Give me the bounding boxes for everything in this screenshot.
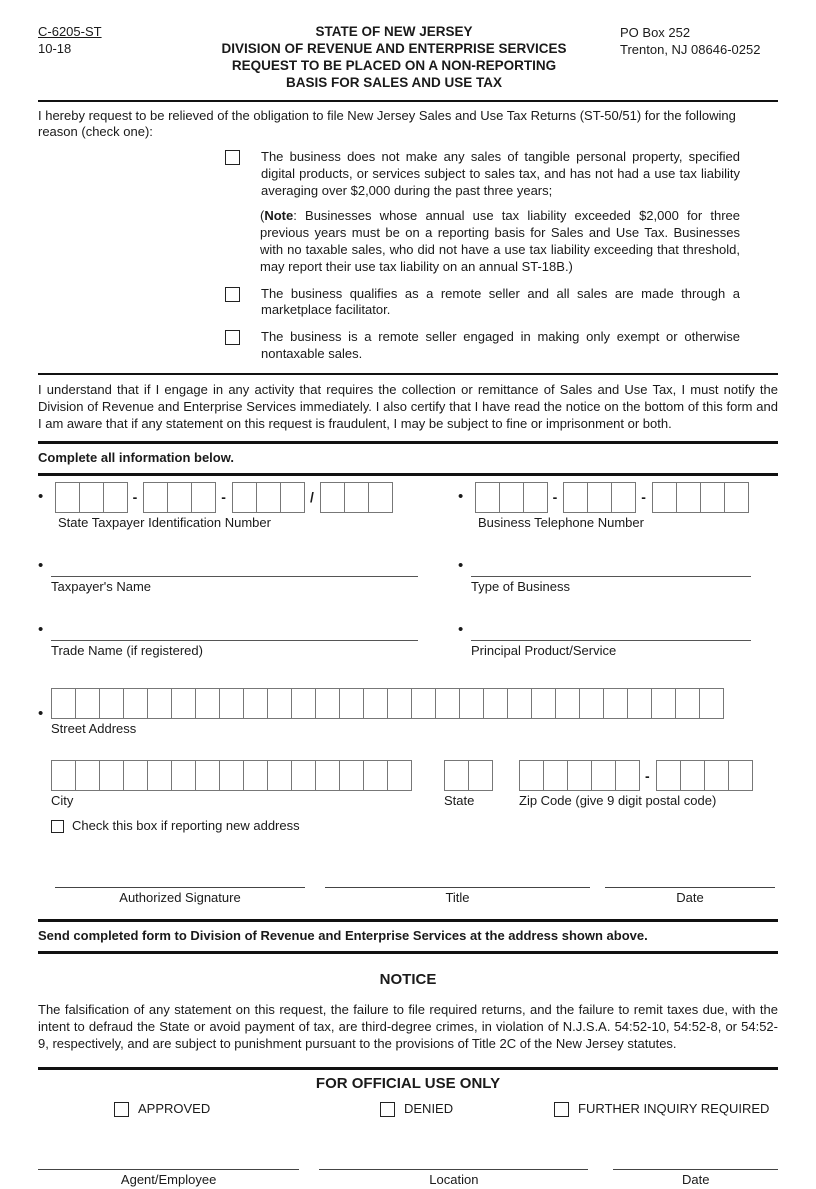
title-line-1: STATE OF NEW JERSEY: [315, 24, 473, 39]
char-box[interactable]: [675, 688, 700, 719]
char-box[interactable]: [587, 482, 612, 513]
char-box[interactable]: [280, 482, 305, 513]
state-field: [444, 760, 492, 810]
further-inquiry-checkbox[interactable]: [554, 1102, 569, 1117]
address-line-1: PO Box 252: [620, 25, 691, 40]
bullet-icon: •: [458, 556, 464, 574]
char-box[interactable]: [499, 482, 524, 513]
signature-row: [38, 887, 778, 907]
id-phone-row: [38, 482, 778, 532]
dash-separator: -: [221, 489, 226, 506]
form-number: C-6205-ST: [38, 24, 102, 39]
char-box[interactable]: [315, 688, 340, 719]
new-address-checkbox[interactable]: [51, 820, 64, 833]
approved-checkbox[interactable]: [114, 1102, 129, 1117]
dash-separator: -: [132, 489, 138, 506]
complete-heading: Complete all information below.: [38, 449, 234, 465]
char-box[interactable]: [363, 760, 388, 791]
slash-separator: /: [309, 489, 314, 506]
char-box[interactable]: [531, 688, 556, 719]
char-box[interactable]: [79, 482, 104, 513]
char-box[interactable]: [123, 760, 148, 791]
date-label: Date: [676, 889, 704, 905]
reason-1-note: [260, 208, 740, 276]
intro-text: I hereby request to be relieved of the obligation to file New Jersey Sales and Use Tax Returns (ST-50/51) for the following reason (check one):: [38, 107, 736, 140]
authorized-signature-input[interactable]: [55, 887, 305, 888]
title-line-2: DIVISION OF REVENUE AND ENTERPRISE SERVICES: [221, 40, 567, 56]
char-box[interactable]: [344, 482, 369, 513]
char-box[interactable]: [523, 482, 548, 513]
trade-name-label: Trade Name (if registered): [51, 643, 203, 659]
reason-3-checkbox[interactable]: [225, 330, 240, 345]
bullet-icon: •: [38, 620, 44, 638]
type-of-business-input[interactable]: [471, 558, 751, 577]
date-field: [605, 887, 775, 907]
char-box[interactable]: [728, 760, 753, 791]
divider: [38, 100, 778, 102]
agent-employee-input[interactable]: [38, 1169, 299, 1170]
id-boxes-2: [143, 482, 215, 513]
id-boxes-1: [55, 482, 127, 513]
taxpayer-id-label: State Taxpayer Identification Number: [58, 514, 271, 530]
taxpayer-name-field: [38, 556, 458, 596]
type-of-business-label: Type of Business: [471, 579, 570, 595]
char-box[interactable]: [339, 688, 364, 719]
location-field: [319, 1169, 588, 1189]
official-use-heading: FOR OFFICIAL USE ONLY: [315, 1074, 501, 1092]
official-options-row: [38, 1101, 778, 1123]
char-box[interactable]: [475, 482, 500, 513]
char-box[interactable]: [483, 688, 508, 719]
char-box[interactable]: [195, 760, 220, 791]
char-box[interactable]: [676, 482, 701, 513]
name-type-row: [38, 556, 778, 596]
dash-separator: -: [552, 489, 558, 506]
city-boxes: [51, 760, 411, 791]
char-box[interactable]: [444, 760, 469, 791]
char-box[interactable]: [567, 760, 592, 791]
char-box[interactable]: [219, 760, 244, 791]
char-box[interactable]: [519, 760, 544, 791]
zip-field: [519, 760, 752, 810]
agency-address: [620, 24, 778, 59]
char-box[interactable]: [232, 482, 257, 513]
char-box[interactable]: [555, 688, 580, 719]
char-box[interactable]: [563, 482, 588, 513]
char-box[interactable]: [191, 482, 216, 513]
title-label: Title: [445, 889, 470, 905]
id-boxes-3: [232, 482, 304, 513]
char-box[interactable]: [591, 760, 616, 791]
form-id-block: [38, 24, 168, 58]
official-date-field: [613, 1169, 778, 1189]
char-box[interactable]: [243, 760, 268, 791]
new-address-label: Check this box if reporting new address: [72, 818, 300, 834]
char-box[interactable]: [603, 688, 628, 719]
char-box[interactable]: [147, 688, 172, 719]
phone-field: [458, 482, 748, 532]
type-of-business-field: [458, 556, 778, 596]
char-box[interactable]: [387, 688, 412, 719]
location-input[interactable]: [319, 1169, 588, 1170]
dash-separator: -: [641, 489, 646, 506]
street-label: Street Address: [51, 721, 137, 737]
char-box[interactable]: [143, 482, 168, 513]
form-header: [38, 24, 778, 92]
phone-boxes-1: [475, 482, 547, 513]
state-boxes: [444, 760, 492, 791]
reason-option-3: [225, 329, 740, 363]
zip-boxes-1: [519, 760, 639, 791]
char-box[interactable]: [315, 760, 340, 791]
char-box[interactable]: [368, 482, 393, 513]
char-box[interactable]: [543, 760, 568, 791]
char-box[interactable]: [704, 760, 729, 791]
approved-label: APPROVED: [138, 1101, 211, 1117]
send-instruction: Send completed form to Division of Revenue and Enterprise Services at the address shown above.: [38, 927, 648, 943]
char-box[interactable]: [291, 688, 316, 719]
phone-label: Business Telephone Number: [478, 514, 644, 530]
char-box[interactable]: [363, 688, 388, 719]
official-signature-row: [38, 1169, 778, 1189]
divider: [38, 373, 778, 375]
char-box[interactable]: [411, 688, 436, 719]
street-boxes: [51, 688, 723, 719]
title-line-4: BASIS FOR SALES AND USE TAX: [285, 74, 503, 90]
phone-boxes-2: [563, 482, 635, 513]
bullet-icon: •: [38, 556, 44, 574]
dash-separator: -: [645, 767, 650, 784]
principal-product-label: Principal Product/Service: [471, 643, 617, 659]
char-box[interactable]: [256, 482, 281, 513]
form-title: [168, 24, 620, 92]
reason-1-label: The business does not make any sales of tangible personal property, specified digital products, or services subject to sales tax, and has not had a use tax liability averaging over $2,000 during the past three years;: [261, 149, 740, 199]
notice-heading: NOTICE: [379, 970, 437, 988]
reason-2-label: The business qualifies as a remote seller and all sales are made through a marketplace facilitator.: [261, 285, 740, 318]
denied-option: [380, 1101, 453, 1118]
city-label: City: [51, 793, 74, 809]
divider: [38, 1067, 778, 1070]
divider: [38, 441, 778, 444]
agent-employee-label: Agent/Employee: [120, 1172, 217, 1188]
official-date-label: Date: [682, 1172, 710, 1188]
char-box[interactable]: [320, 482, 345, 513]
char-box[interactable]: [51, 760, 76, 791]
char-box[interactable]: [171, 688, 196, 719]
char-box[interactable]: [435, 688, 460, 719]
address-line-2: Trenton, NJ 08646-0252: [620, 41, 761, 57]
taxpayer-id-field: [38, 482, 458, 532]
divider: [38, 919, 778, 922]
taxpayer-name-label: Taxpayer's Name: [51, 579, 152, 595]
principal-product-field: [458, 620, 778, 660]
trade-principal-row: [38, 620, 778, 660]
bullet-icon: •: [458, 488, 464, 506]
taxpayer-name-input[interactable]: [51, 558, 418, 577]
form-revision: 10-18: [38, 40, 72, 56]
char-box[interactable]: [724, 482, 749, 513]
char-box[interactable]: [699, 688, 724, 719]
reason-2-checkbox[interactable]: [225, 287, 240, 302]
char-box[interactable]: [243, 688, 268, 719]
char-box[interactable]: [99, 688, 124, 719]
char-box[interactable]: [579, 688, 604, 719]
char-box[interactable]: [75, 760, 100, 791]
denied-checkbox[interactable]: [380, 1102, 395, 1117]
char-box[interactable]: [507, 688, 532, 719]
char-box[interactable]: [195, 688, 220, 719]
char-box[interactable]: [51, 688, 76, 719]
agent-employee-field: [38, 1169, 299, 1189]
phone-boxes-3: [652, 482, 748, 513]
char-box[interactable]: [267, 688, 292, 719]
reason-3-label: The business is a remote seller engaged in making only exempt or otherwise nontaxable sales.: [261, 329, 740, 362]
bullet-icon: •: [458, 620, 464, 638]
note-rest: : Businesses whose annual use tax liability exceeded $2,000 for three previous years must be on a reporting basis for Sales and Use Tax. Businesses with no taxable sales, who did not have a use tax liability exceeding that threshold, may report their use tax liability on an annual ST-18B.): [260, 207, 740, 274]
bullet-icon: •: [38, 488, 44, 506]
reason-option-2: [225, 286, 740, 320]
authorized-signature-field: [55, 887, 305, 907]
trade-name-field: [38, 620, 458, 660]
reason-list: [225, 149, 740, 363]
char-box[interactable]: [651, 688, 676, 719]
char-box[interactable]: [611, 482, 636, 513]
city-state-zip-row: [51, 760, 778, 810]
char-box[interactable]: [468, 760, 493, 791]
char-box[interactable]: [75, 688, 100, 719]
id-boxes-4: [320, 482, 392, 513]
trade-name-input[interactable]: [51, 622, 418, 641]
char-box[interactable]: [627, 688, 652, 719]
further-inquiry-label: FURTHER INQUIRY REQUIRED: [578, 1101, 770, 1117]
char-box[interactable]: [147, 760, 172, 791]
title-input[interactable]: [325, 887, 590, 888]
notice-body: The falsification of any statement on this request, the failure to file required returns, and the failure to remit taxes due, with the intent to defraud the State or avoid payment of tax, are third-degree crimes, in violation of N.J.S.A. 54:52-10, 54:52-8, or 54:52-9, respectively, and are subject to punishment pursuant to the provisions of Title 2C of the New Jersey statutes.: [38, 1002, 778, 1052]
certify-text: I understand that if I engage in any activity that requires the collection or remittance of Sales and Use Tax, I must notify the Division of Revenue and Enterprise Services immediately. I also certify that I have read the notice on the bottom of this form and I am aware that if any statement on this request is fraudulent, I may be subject to fine or imprisonment or both.: [38, 382, 778, 431]
date-input[interactable]: [605, 887, 775, 888]
char-box[interactable]: [99, 760, 124, 791]
denied-label: DENIED: [404, 1101, 454, 1117]
zip-label: Zip Code (give 9 digit postal code): [519, 793, 717, 809]
char-box[interactable]: [291, 760, 316, 791]
information-fields: [38, 476, 778, 835]
street-address-field: [38, 688, 778, 738]
char-box[interactable]: [459, 688, 484, 719]
char-box[interactable]: [167, 482, 192, 513]
bullet-icon: •: [38, 704, 44, 722]
new-address-field: [51, 818, 778, 835]
char-box[interactable]: [123, 688, 148, 719]
official-date-input[interactable]: [613, 1169, 778, 1170]
char-box[interactable]: [171, 760, 196, 791]
zip-boxes-2: [656, 760, 752, 791]
char-box[interactable]: [700, 482, 725, 513]
char-box[interactable]: [652, 482, 677, 513]
city-field: [51, 760, 411, 810]
approved-option: [114, 1101, 210, 1118]
char-box[interactable]: [55, 482, 80, 513]
char-box[interactable]: [656, 760, 681, 791]
char-box[interactable]: [267, 760, 292, 791]
title-line-3: REQUEST TO BE PLACED ON A NON-REPORTING: [231, 57, 557, 73]
char-box[interactable]: [387, 760, 412, 791]
note-open: (: [260, 207, 265, 223]
title-field: [325, 887, 590, 907]
char-box[interactable]: [615, 760, 640, 791]
authorized-signature-label: Authorized Signature: [119, 889, 241, 905]
state-label: State: [444, 793, 475, 809]
char-box[interactable]: [219, 688, 244, 719]
char-box[interactable]: [680, 760, 705, 791]
principal-product-input[interactable]: [471, 622, 751, 641]
location-label: Location: [429, 1172, 479, 1188]
divider: [38, 951, 778, 954]
reason-option-1: [225, 149, 740, 200]
further-inquiry-option: [554, 1101, 769, 1118]
note-bold: Note: [264, 207, 294, 223]
char-box[interactable]: [103, 482, 128, 513]
char-box[interactable]: [339, 760, 364, 791]
reason-1-checkbox[interactable]: [225, 150, 240, 165]
